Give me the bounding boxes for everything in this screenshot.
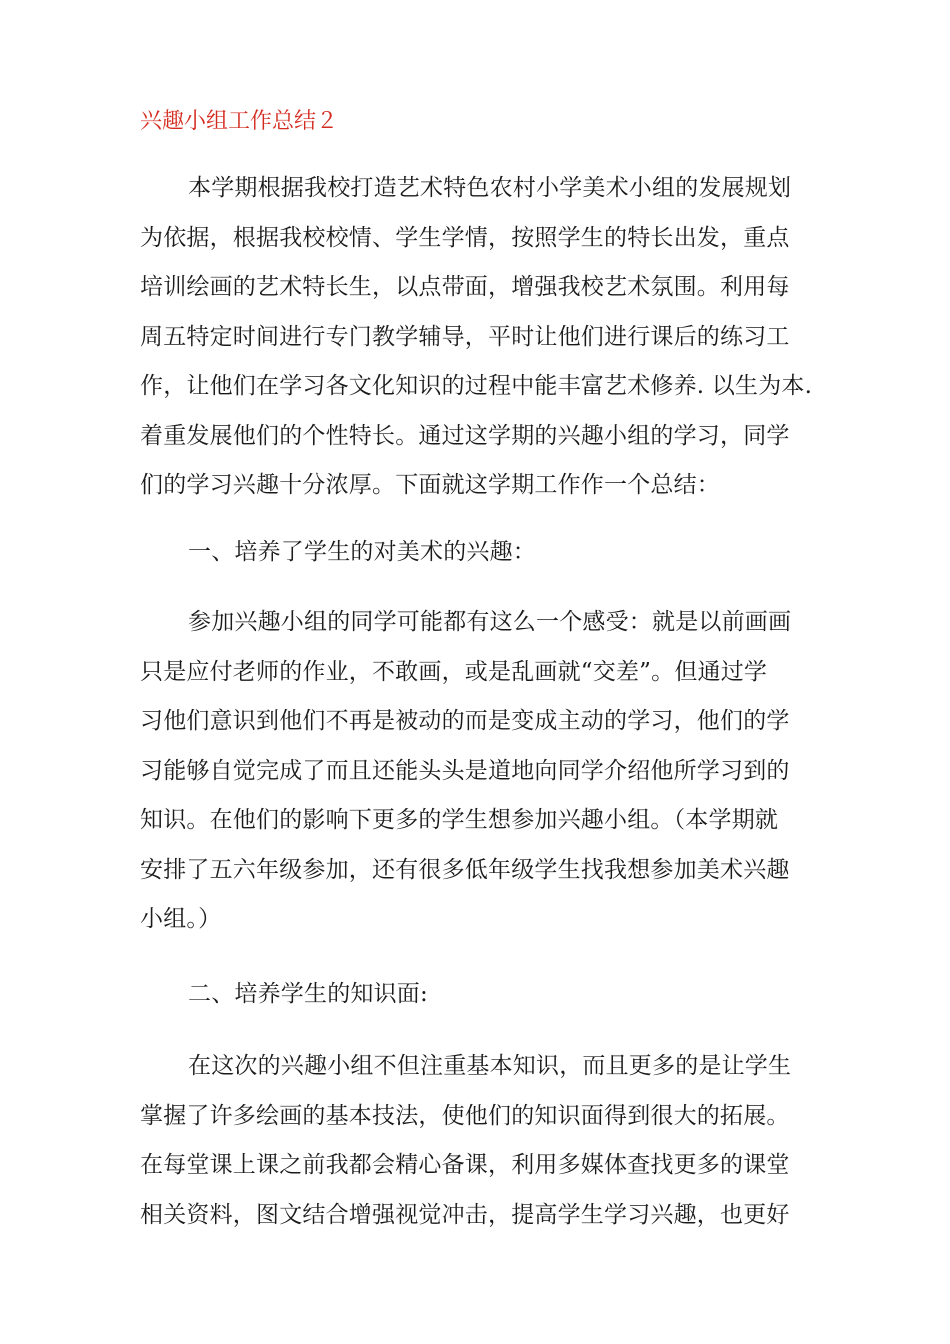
paragraph-line: 作，让他们在学习各文化知识的过程中能丰富艺术修养. 以生为本. (140, 373, 813, 399)
paragraph-line: 着重发展他们的个性特长。通过这学期的兴趣小组的学习，同学 (140, 422, 790, 449)
paragraph-line: 习他们意识到他们不再是被动的而是变成主动的学习，他们的学 (140, 708, 790, 734)
paragraph-line: 相关资料，图文结合增强视觉冲击，提高学生学习兴趣，也更好 (140, 1201, 790, 1228)
paragraph-line: 为依据，根据我校校情、学生学情，按照学生的特长出发，重点 (140, 224, 790, 251)
paragraph-line: 周五特定时间进行专门教学辅导，平时让他们进行课后的练习工 (140, 323, 790, 350)
paragraph-line: 安排了五六年级参加，还有很多低年级学生找我想参加美术兴趣 (140, 856, 790, 883)
paragraph-line: 在这次的兴趣小组不但注重基本知识，而且更多的是让学生 (188, 1053, 792, 1079)
paragraph-line: 只是应付老师的作业，不敢画，或是乱画就“交差”。但通过学 (140, 658, 768, 685)
document-title: 兴趣小组工作总结２ (140, 109, 339, 134)
paragraph-line: 培训绘画的艺术特长生，以点带面，增强我校艺术氛围。利用每 (140, 274, 790, 300)
paragraph-line: 本学期根据我校打造艺术特色农村小学美术小组的发展规划 (188, 175, 792, 201)
section-heading-text: 一、培养了学生的对美术的兴趣： (188, 539, 536, 565)
paragraph-line: 们的学习兴趣十分浓厚。下面就这学期工作作一个总结： (140, 472, 720, 498)
section-heading-2 (140, 970, 820, 1020)
paragraph-line: 习能够自觉完成了而且还能头头是道地向同学介绍他所学习到的 (140, 757, 790, 784)
paragraph-line: 参加兴趣小组的同学可能都有这么一个感受：就是以前画画 (188, 609, 792, 635)
paragraph-section-2 (140, 1042, 820, 1240)
paragraph-line: 在每堂课上课之前我都会精心备课，利用多媒体查找更多的课堂 (140, 1152, 790, 1178)
paragraph-line: 掌握了许多绘画的基本技法，使他们的知识面得到很大的拓展。 (140, 1102, 790, 1129)
section-heading-text: 二、培养学生的知识面: (188, 981, 428, 1007)
paragraph-line: 小组。） (140, 906, 222, 932)
section-heading-1 (140, 528, 820, 578)
paragraph-intro (140, 164, 820, 511)
paragraph-section-1 (140, 598, 820, 945)
paragraph-line: 知识。在他们的影响下更多的学生想参加兴趣小组。（本学期就 (140, 807, 779, 833)
